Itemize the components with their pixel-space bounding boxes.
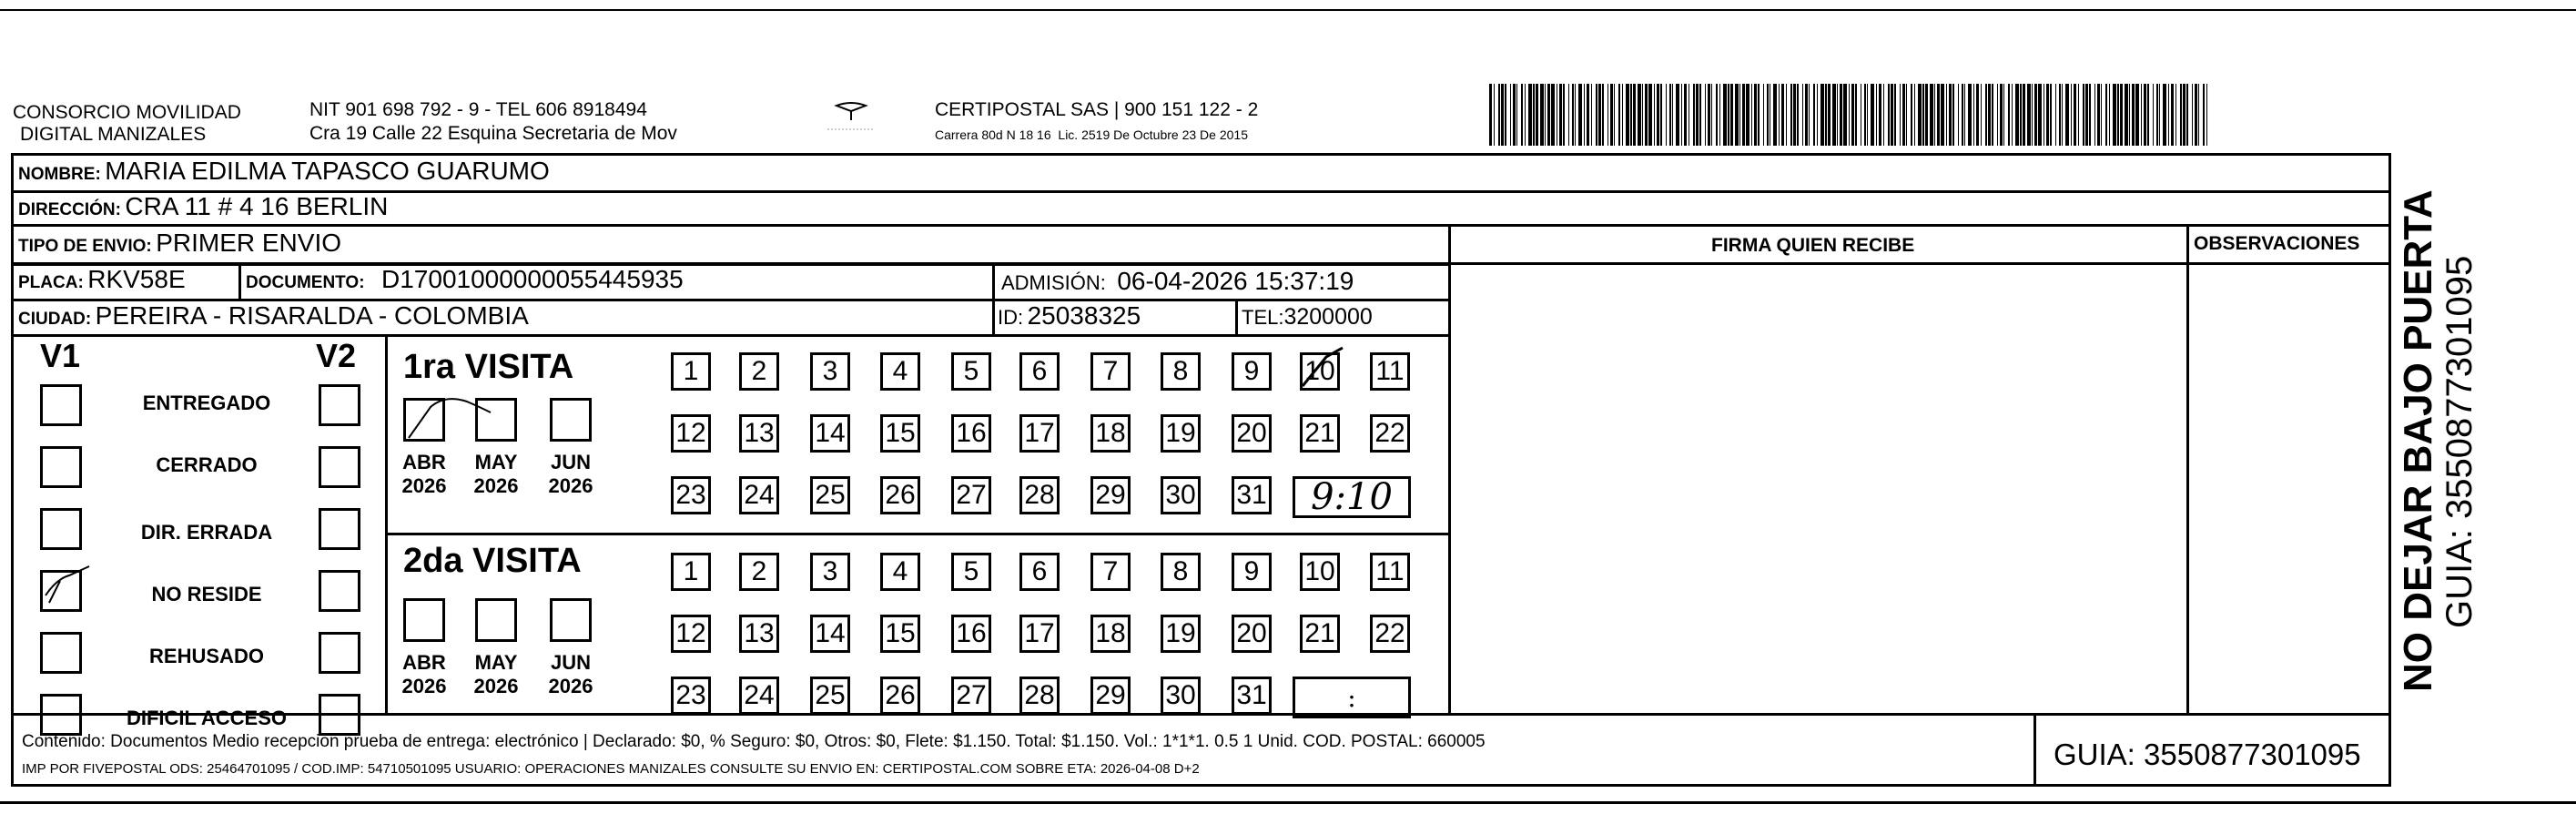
carrier-address: Carrera 80d N 18 16 Lic. 2519 De Octubre 23 De 2015: [935, 127, 1248, 142]
day-cell[interactable]: 11: [1370, 553, 1410, 591]
day-cell[interactable]: 25: [810, 677, 850, 715]
status-label: DIR. ERRADA: [140, 521, 273, 544]
day-cell[interactable]: 26: [880, 677, 920, 715]
day-cell[interactable]: 9: [1232, 352, 1272, 391]
day-cell[interactable]: 27: [951, 677, 991, 715]
day-cell[interactable]: 5: [951, 553, 991, 591]
status-label: DIFICIL ACCESO: [126, 707, 287, 729]
month-checkbox[interactable]: [403, 398, 445, 442]
v1-checkbox[interactable]: [40, 384, 82, 426]
day-cell[interactable]: 3: [810, 553, 850, 591]
documento-value: D17001000000055445935: [381, 265, 684, 293]
documento-label: DOCUMENTO:: [246, 273, 365, 292]
day-cell[interactable]: 6: [1019, 553, 1060, 591]
day-cell[interactable]: 18: [1090, 414, 1131, 453]
tel-field: [1242, 304, 1373, 331]
imp-line: IMP POR FIVEPOSTAL ODS: 25464701095 / COD.IMP: 54710501095 USUARIO: OPERACIONES MANIZALES CONSULTE SU ENVIO EN: CERTIPOSTAL.COM SOBRE ETA: 2026-04-08 D+2: [22, 761, 1200, 777]
admision-field: [1001, 267, 1354, 296]
observaciones-label: OBSERVACIONES: [2194, 233, 2360, 254]
nombre-label: NOMBRE:: [18, 165, 101, 184]
status-label: ENTREGADO: [142, 392, 271, 414]
v2-checkbox[interactable]: [319, 446, 360, 488]
day-cell[interactable]: 1: [671, 352, 711, 391]
day-cell[interactable]: 14: [810, 414, 850, 453]
tipo-value: PRIMER ENVIO: [156, 229, 342, 257]
day-cell[interactable]: 17: [1019, 414, 1060, 453]
day-cell[interactable]: 21: [1300, 615, 1340, 653]
month-name: JUN: [550, 651, 591, 674]
id-value: 25038325: [1027, 301, 1141, 330]
month-label: [396, 451, 452, 498]
day-cell[interactable]: 24: [739, 476, 779, 514]
day-cell[interactable]: 7: [1090, 352, 1131, 391]
col-divider: [2033, 713, 2036, 787]
day-cell[interactable]: 8: [1161, 553, 1201, 591]
day-cell[interactable]: 20: [1232, 615, 1272, 653]
v1-checkbox[interactable]: [40, 632, 82, 674]
placa-value: RKV58E: [87, 265, 186, 293]
month-year: 2026: [473, 675, 519, 697]
day-cell[interactable]: 14: [810, 615, 850, 653]
direccion-value: CRA 11 # 4 16 BERLIN: [125, 192, 389, 220]
day-cell[interactable]: 4: [880, 352, 920, 391]
day-cell[interactable]: 24: [739, 677, 779, 715]
placa-field: [18, 265, 186, 294]
month-checkbox[interactable]: [475, 398, 517, 442]
month-year: 2026: [401, 675, 447, 697]
row-divider: [11, 263, 1449, 266]
v1-checkbox[interactable]: [40, 446, 82, 488]
month-year: 2026: [401, 474, 447, 497]
status-label: CERRADO: [156, 453, 258, 476]
v2-label: V2: [316, 337, 357, 374]
month-label: [543, 651, 599, 698]
month-checkbox[interactable]: [550, 398, 592, 442]
first-visit-title: 1ra VISITA: [403, 348, 574, 386]
carrier-line: CERTIPOSTAL SAS | 900 151 122 - 2: [935, 99, 1259, 120]
ciudad-value: PEREIRA - RISARALDA - COLOMBIA: [95, 301, 529, 330]
tel-value: 3200000: [1283, 304, 1373, 330]
visit-time-box[interactable]: :: [1293, 677, 1411, 718]
day-cell[interactable]: 21: [1300, 414, 1340, 453]
day-cell[interactable]: 2: [739, 553, 779, 591]
day-cell[interactable]: 25: [810, 476, 850, 514]
row-divider: [11, 334, 1449, 337]
col-divider: [385, 334, 388, 713]
month-name: ABR: [402, 651, 446, 674]
day-cell[interactable]: 27: [951, 476, 991, 514]
guia-box: GUIA: 3550877301095: [2054, 738, 2361, 771]
nombre-field: [18, 157, 550, 186]
v1-checkbox[interactable]: [40, 570, 82, 612]
day-cell[interactable]: 6: [1019, 352, 1060, 391]
col-divider: [2186, 224, 2189, 713]
month-checkbox[interactable]: [403, 598, 445, 642]
month-name: ABR: [402, 451, 446, 473]
month-checkbox[interactable]: [550, 598, 592, 642]
day-cell[interactable]: 20: [1232, 414, 1272, 453]
barcode-bar: [2207, 84, 2210, 146]
day-cell[interactable]: 13: [739, 615, 779, 653]
day-cell[interactable]: 10: [1300, 553, 1340, 591]
visit-divider: [385, 533, 1448, 535]
company-line-1: CONSORCIO MOVILIDAD: [13, 102, 241, 123]
tipo-field: [18, 229, 341, 258]
day-cell[interactable]: 3: [810, 352, 850, 391]
row-divider: [11, 224, 2391, 227]
contenido-line: Contenido: Documentos Medio recepcion prueba de entrega: electrónico | Declarado: $0, % Seguro: $0, Otros: $0, Flete: $1.150. Total: $1.150. Vol.: 1*1*1. 0.5 1 Unid. COD. POSTAL: 660005: [22, 732, 1486, 751]
day-cell[interactable]: 11: [1370, 352, 1410, 391]
day-cell[interactable]: 23: [671, 677, 711, 715]
v2-checkbox[interactable]: [319, 632, 360, 674]
day-cell[interactable]: 22: [1370, 615, 1410, 653]
status-label: NO RESIDE: [151, 583, 262, 605]
day-cell[interactable]: 9: [1232, 553, 1272, 591]
v2-checkbox[interactable]: [319, 694, 360, 736]
second-visit-title: 2da VISITA: [403, 542, 582, 580]
v1-checkbox[interactable]: [40, 508, 82, 550]
v2-checkbox[interactable]: [319, 570, 360, 612]
day-cell[interactable]: 18: [1090, 615, 1131, 653]
carrier-logo-icon: [824, 98, 878, 135]
firma-label: FIRMA QUIEN RECIBE: [1711, 235, 1915, 256]
day-cell[interactable]: 17: [1019, 615, 1060, 653]
month-label: [468, 651, 524, 698]
month-name: JUN: [550, 451, 591, 473]
id-label: ID:: [998, 306, 1024, 329]
day-cell[interactable]: 22: [1370, 414, 1410, 453]
day-cell[interactable]: 8: [1161, 352, 1201, 391]
day-cell[interactable]: 1: [671, 553, 711, 591]
day-cell[interactable]: 29: [1090, 677, 1131, 715]
address-line: Cra 19 Calle 22 Esquina Secretaria de Mov: [309, 123, 677, 144]
day-cell[interactable]: 4: [880, 553, 920, 591]
month-name: MAY: [474, 651, 518, 674]
day-cell[interactable]: 12: [671, 414, 711, 453]
day-cell[interactable]: 10: [1300, 352, 1340, 391]
day-cell[interactable]: 28: [1019, 677, 1060, 715]
form-frame: [11, 153, 2391, 787]
v1-label: V1: [40, 337, 81, 374]
month-label: [396, 651, 452, 698]
col-divider: [1235, 299, 1238, 334]
day-cell[interactable]: 7: [1090, 553, 1131, 591]
day-cell[interactable]: 30: [1161, 476, 1201, 514]
month-label: [468, 451, 524, 498]
col-divider: [992, 263, 995, 334]
direccion-label: DIRECCIÓN:: [18, 200, 121, 219]
col-divider: [1448, 224, 1451, 713]
day-cell[interactable]: 5: [951, 352, 991, 391]
month-label: [543, 451, 599, 498]
col-divider: [238, 263, 241, 299]
month-year: 2026: [473, 474, 519, 497]
side-guia-text: GUIA: 3550877301095: [2439, 255, 2480, 628]
barcode: [1489, 84, 2217, 146]
ciudad-label: CIUDAD:: [18, 310, 92, 329]
day-cell[interactable]: 28: [1019, 476, 1060, 514]
top-rule: [0, 9, 2576, 11]
tel-label: TEL:: [1242, 306, 1284, 329]
direccion-field: [18, 192, 388, 221]
nit-line: NIT 901 698 792 - 9 - TEL 606 8918494: [309, 99, 647, 120]
day-cell[interactable]: 29: [1090, 476, 1131, 514]
v1-checkbox[interactable]: [40, 694, 82, 736]
day-cell[interactable]: 12: [671, 615, 711, 653]
day-cell[interactable]: 31: [1232, 677, 1272, 715]
day-cell[interactable]: 16: [951, 414, 991, 453]
day-cell[interactable]: 2: [739, 352, 779, 391]
month-year: 2026: [548, 675, 593, 697]
status-label: REHUSADO: [149, 645, 264, 667]
month-year: 2026: [548, 474, 593, 497]
no-dejar-text: NO DEJAR BAJO PUERTA: [2396, 189, 2440, 692]
day-cell[interactable]: 13: [739, 414, 779, 453]
company-line-2: DIGITAL MANIZALES: [20, 124, 207, 145]
day-cell[interactable]: 23: [671, 476, 711, 514]
tipo-label: TIPO DE ENVIO:: [18, 237, 152, 256]
nombre-value: MARIA EDILMA TAPASCO GUARUMO: [105, 157, 550, 185]
documento-field: [246, 265, 684, 294]
day-cell[interactable]: 31: [1232, 476, 1272, 514]
v2-checkbox[interactable]: [319, 384, 360, 426]
ciudad-field: [18, 301, 529, 331]
bottom-rule: [0, 801, 2576, 804]
day-cell[interactable]: 15: [880, 615, 920, 653]
month-checkbox[interactable]: [475, 598, 517, 642]
day-cell[interactable]: 26: [880, 476, 920, 514]
admision-label: ADMISIÓN:: [1001, 271, 1106, 294]
admision-value: 06-04-2026 15:37:19: [1117, 267, 1354, 295]
day-cell[interactable]: 19: [1161, 615, 1201, 653]
v2-checkbox[interactable]: [319, 508, 360, 550]
day-cell[interactable]: 30: [1161, 677, 1201, 715]
day-cell[interactable]: 19: [1161, 414, 1201, 453]
month-name: MAY: [474, 451, 518, 473]
row-divider: [1448, 262, 2391, 265]
visit-time-box[interactable]: 9:10: [1293, 476, 1411, 518]
placa-label: PLACA:: [18, 273, 84, 292]
day-cell[interactable]: 15: [880, 414, 920, 453]
id-field: [998, 301, 1141, 331]
day-cell[interactable]: 16: [951, 615, 991, 653]
